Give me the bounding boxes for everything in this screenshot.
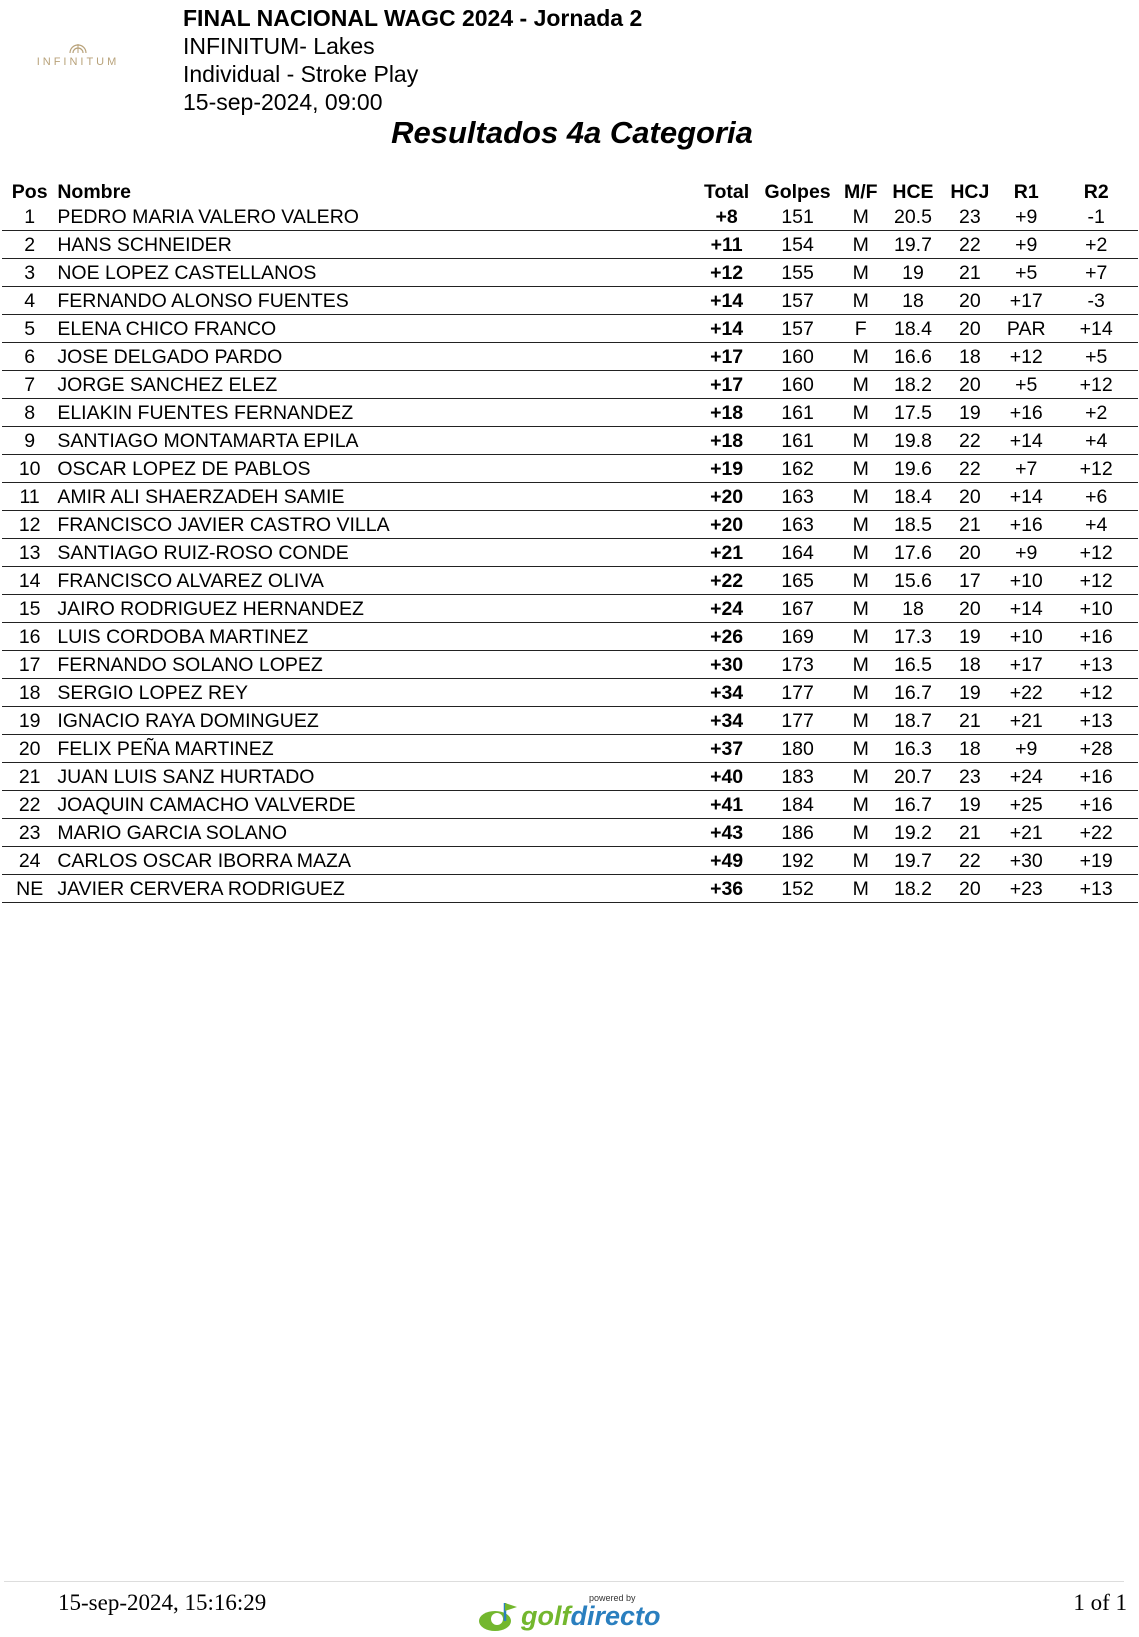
cell-hcj: 20 <box>942 483 998 511</box>
cell-total: +41 <box>695 791 758 819</box>
table-row <box>2 819 1138 847</box>
cell-hce: 19 <box>884 259 941 287</box>
cell-pos: 24 <box>2 847 57 875</box>
sun-arch-icon <box>69 42 87 54</box>
cell-total: +24 <box>695 595 758 623</box>
table-row <box>2 259 1138 287</box>
cell-r2: +12 <box>1054 567 1138 595</box>
cell-mf: M <box>837 455 884 483</box>
cell-pos: NE <box>2 875 57 903</box>
cell-total: +37 <box>695 735 758 763</box>
cell-hce: 18.7 <box>884 707 941 735</box>
cell-hcj: 23 <box>942 763 998 791</box>
cell-total: +49 <box>695 847 758 875</box>
table-row <box>2 791 1138 819</box>
brand-golf: golf <box>521 1601 571 1631</box>
cell-pos: 20 <box>2 735 57 763</box>
cell-golpes: 160 <box>758 343 837 371</box>
cell-mf: M <box>837 679 884 707</box>
cell-hce: 19.7 <box>884 231 941 259</box>
cell-pos: 4 <box>2 287 57 315</box>
table-row <box>2 651 1138 679</box>
cell-hcj: 18 <box>942 343 998 371</box>
event-course: INFINITUM- Lakes <box>183 33 375 59</box>
cell-golpes: 177 <box>758 707 837 735</box>
cell-hcj: 20 <box>942 371 998 399</box>
cell-hce: 18 <box>884 287 941 315</box>
cell-nombre: MARIO GARCIA SOLANO <box>57 819 695 847</box>
cell-mf: M <box>837 819 884 847</box>
table-row <box>2 567 1138 595</box>
cell-hce: 16.5 <box>884 651 941 679</box>
table-row <box>2 399 1138 427</box>
cell-pos: 11 <box>2 483 57 511</box>
cell-golpes: 163 <box>758 511 837 539</box>
cell-hcj: 18 <box>942 651 998 679</box>
cell-r1: +14 <box>998 483 1054 511</box>
cell-r1: +9 <box>998 231 1054 259</box>
cell-golpes: 186 <box>758 819 837 847</box>
cell-golpes: 183 <box>758 763 837 791</box>
cell-total: +43 <box>695 819 758 847</box>
cell-r1: +22 <box>998 679 1054 707</box>
cell-hce: 20.5 <box>884 204 941 231</box>
cell-total: +40 <box>695 763 758 791</box>
cell-pos: 14 <box>2 567 57 595</box>
cell-hcj: 19 <box>942 791 998 819</box>
cell-r2: +12 <box>1054 679 1138 707</box>
cell-mf: M <box>837 259 884 287</box>
cell-pos: 17 <box>2 651 57 679</box>
cell-pos: 7 <box>2 371 57 399</box>
printed-timestamp: 15-sep-2024, 15:16:29 <box>58 1590 267 1615</box>
cell-r2: -1 <box>1054 204 1138 231</box>
cell-hce: 18.2 <box>884 371 941 399</box>
cell-nombre: ELENA CHICO FRANCO <box>57 315 695 343</box>
cell-hcj: 20 <box>942 595 998 623</box>
cell-r2: +2 <box>1054 399 1138 427</box>
cell-hcj: 20 <box>942 875 998 903</box>
cell-r2: +6 <box>1054 483 1138 511</box>
table-row <box>2 707 1138 735</box>
cell-mf: M <box>837 539 884 567</box>
cell-hcj: 19 <box>942 399 998 427</box>
cell-hce: 18.5 <box>884 511 941 539</box>
cell-r1: +12 <box>998 343 1054 371</box>
event-datetime: 15-sep-2024, 09:00 <box>183 89 383 115</box>
cell-nombre: FELIX PEÑA MARTINEZ <box>57 735 695 763</box>
cell-r1: +9 <box>998 204 1054 231</box>
cell-mf: M <box>837 595 884 623</box>
cell-golpes: 163 <box>758 483 837 511</box>
cell-hcj: 21 <box>942 511 998 539</box>
cell-hcj: 21 <box>942 707 998 735</box>
cell-mf: M <box>837 204 884 231</box>
cell-golpes: 155 <box>758 259 837 287</box>
cell-r1: +17 <box>998 651 1054 679</box>
cell-hcj: 20 <box>942 287 998 315</box>
cell-pos: 3 <box>2 259 57 287</box>
cell-hce: 16.3 <box>884 735 941 763</box>
cell-hcj: 20 <box>942 539 998 567</box>
cell-hce: 20.7 <box>884 763 941 791</box>
cell-mf: M <box>837 231 884 259</box>
cell-nombre: AMIR ALI SHAERZADEH SAMIE <box>57 483 695 511</box>
cell-total: +18 <box>695 427 758 455</box>
cell-nombre: OSCAR LOPEZ DE PABLOS <box>57 455 695 483</box>
header-r2: R2 <box>1083 181 1109 203</box>
event-title: FINAL NACIONAL WAGC 2024 - Jornada 2 <box>183 5 643 31</box>
cell-r2: +2 <box>1054 231 1138 259</box>
table-row <box>2 735 1138 763</box>
cell-pos: 9 <box>2 427 57 455</box>
cell-r2: +12 <box>1054 539 1138 567</box>
cell-r1: +5 <box>998 259 1054 287</box>
table-row <box>2 679 1138 707</box>
cell-mf: M <box>837 707 884 735</box>
cell-hce: 18.4 <box>884 315 941 343</box>
cell-pos: 12 <box>2 511 57 539</box>
event-format: Individual - Stroke Play <box>183 61 419 87</box>
cell-nombre: PEDRO MARIA VALERO VALERO <box>57 204 695 231</box>
cell-golpes: 151 <box>758 204 837 231</box>
cell-mf: M <box>837 427 884 455</box>
cell-r2: +16 <box>1054 791 1138 819</box>
logo-wordmark: INFINITUM <box>36 56 120 68</box>
cell-r2: +16 <box>1054 763 1138 791</box>
table-row <box>2 455 1138 483</box>
cell-golpes: 167 <box>758 595 837 623</box>
cell-total: +8 <box>695 204 758 231</box>
cell-golpes: 169 <box>758 623 837 651</box>
cell-hce: 16.6 <box>884 343 941 371</box>
table-row <box>2 595 1138 623</box>
cell-mf: M <box>837 399 884 427</box>
cell-pos: 15 <box>2 595 57 623</box>
cell-nombre: HANS SCHNEIDER <box>57 231 695 259</box>
cell-r1: +14 <box>998 427 1054 455</box>
cell-golpes: 152 <box>758 875 837 903</box>
cell-r1: +21 <box>998 707 1054 735</box>
cell-nombre: NOE LOPEZ CASTELLANOS <box>57 259 695 287</box>
cell-hce: 17.6 <box>884 539 941 567</box>
cell-r2: +13 <box>1054 707 1138 735</box>
table-header-row <box>2 176 1138 204</box>
cell-r2: +14 <box>1054 315 1138 343</box>
cell-nombre: JOSE DELGADO PARDO <box>57 343 695 371</box>
cell-hcj: 22 <box>942 455 998 483</box>
cell-total: +20 <box>695 511 758 539</box>
cell-r2: +16 <box>1054 623 1138 651</box>
cell-hce: 15.6 <box>884 567 941 595</box>
cell-r1: +14 <box>998 595 1054 623</box>
cell-hce: 19.6 <box>884 455 941 483</box>
cell-r1: +10 <box>998 623 1054 651</box>
cell-nombre: CARLOS OSCAR IBORRA MAZA <box>57 847 695 875</box>
cell-nombre: JAIRO RODRIGUEZ HERNANDEZ <box>57 595 695 623</box>
table-row <box>2 763 1138 791</box>
cell-hcj: 23 <box>942 204 998 231</box>
brand-powered-by: powered by <box>589 1593 636 1603</box>
table-row <box>2 371 1138 399</box>
footer-divider <box>4 1581 1124 1582</box>
cell-pos: 2 <box>2 231 57 259</box>
cell-hcj: 21 <box>942 259 998 287</box>
cell-r2: +4 <box>1054 511 1138 539</box>
cell-hce: 18 <box>884 595 941 623</box>
cell-hcj: 20 <box>942 315 998 343</box>
cell-r2: +10 <box>1054 595 1138 623</box>
cell-golpes: 177 <box>758 679 837 707</box>
cell-pos: 6 <box>2 343 57 371</box>
cell-hce: 17.5 <box>884 399 941 427</box>
cell-nombre: FERNANDO ALONSO FUENTES <box>57 287 695 315</box>
cell-pos: 5 <box>2 315 57 343</box>
header-golpes: Golpes <box>764 181 831 203</box>
cell-r1: +17 <box>998 287 1054 315</box>
cell-r1: +23 <box>998 875 1054 903</box>
table-row <box>2 287 1138 315</box>
cell-total: +14 <box>695 315 758 343</box>
table-row <box>2 623 1138 651</box>
cell-total: +26 <box>695 623 758 651</box>
cell-r1: +30 <box>998 847 1054 875</box>
cell-golpes: 154 <box>758 231 837 259</box>
cell-total: +12 <box>695 259 758 287</box>
cell-hcj: 22 <box>942 231 998 259</box>
cell-golpes: 180 <box>758 735 837 763</box>
cell-golpes: 192 <box>758 847 837 875</box>
cell-pos: 21 <box>2 763 57 791</box>
cell-hce: 19.7 <box>884 847 941 875</box>
cell-golpes: 165 <box>758 567 837 595</box>
cell-nombre: LUIS CORDOBA MARTINEZ <box>57 623 695 651</box>
cell-mf: M <box>837 847 884 875</box>
table-row <box>2 847 1138 875</box>
cell-r2: +5 <box>1054 343 1138 371</box>
cell-nombre: FERNANDO SOLANO LOPEZ <box>57 651 695 679</box>
cell-hcj: 19 <box>942 679 998 707</box>
cell-r2: +4 <box>1054 427 1138 455</box>
header-hcj: HCJ <box>950 181 990 203</box>
cell-hce: 17.3 <box>884 623 941 651</box>
cell-nombre: JUAN LUIS SANZ HURTADO <box>57 763 695 791</box>
cell-mf: M <box>837 875 884 903</box>
cell-mf: M <box>837 623 884 651</box>
header-hce: HCE <box>892 181 934 203</box>
cell-mf: M <box>837 287 884 315</box>
table-row <box>2 343 1138 371</box>
table-row <box>2 315 1138 343</box>
cell-total: +22 <box>695 567 758 595</box>
cell-hcj: 18 <box>942 735 998 763</box>
cell-r2: +19 <box>1054 847 1138 875</box>
cell-nombre: SANTIAGO MONTAMARTA EPILA <box>57 427 695 455</box>
cell-r1: +24 <box>998 763 1054 791</box>
cell-mf: M <box>837 567 884 595</box>
golfdirecto-logo <box>477 1593 661 1633</box>
cell-nombre: SANTIAGO RUIZ-ROSO CONDE <box>57 539 695 567</box>
header-r1: R1 <box>1013 181 1039 203</box>
page-number: 1 of 1 <box>1073 1590 1127 1615</box>
cell-hcj: 19 <box>942 623 998 651</box>
cell-r1: +9 <box>998 735 1054 763</box>
header-total: Total <box>704 181 750 203</box>
cell-golpes: 161 <box>758 399 837 427</box>
table-row <box>2 875 1138 903</box>
cell-pos: 19 <box>2 707 57 735</box>
cell-pos: 10 <box>2 455 57 483</box>
cell-mf: M <box>837 651 884 679</box>
brand-wordmark <box>521 1601 661 1632</box>
cell-hce: 19.8 <box>884 427 941 455</box>
cell-mf: M <box>837 343 884 371</box>
cell-r1: +16 <box>998 511 1054 539</box>
report-title: Resultados 4a Categoria <box>391 115 753 150</box>
cell-hce: 18.2 <box>884 875 941 903</box>
table-row <box>2 204 1138 231</box>
cell-mf: M <box>837 511 884 539</box>
cell-nombre: IGNACIO RAYA DOMINGUEZ <box>57 707 695 735</box>
cell-pos: 22 <box>2 791 57 819</box>
cell-total: +36 <box>695 875 758 903</box>
cell-r1: +21 <box>998 819 1054 847</box>
cell-hcj: 22 <box>942 847 998 875</box>
cell-r2: +13 <box>1054 651 1138 679</box>
header-pos: Pos <box>11 181 48 203</box>
cell-nombre: JAVIER CERVERA RODRIGUEZ <box>57 875 695 903</box>
cell-nombre: FRANCISCO JAVIER CASTRO VILLA <box>57 511 695 539</box>
cell-hce: 16.7 <box>884 679 941 707</box>
cell-r1: +16 <box>998 399 1054 427</box>
infinitum-logo <box>28 42 128 82</box>
cell-total: +19 <box>695 455 758 483</box>
cell-pos: 23 <box>2 819 57 847</box>
cell-r2: -3 <box>1054 287 1138 315</box>
cell-mf: M <box>837 763 884 791</box>
cell-total: +20 <box>695 483 758 511</box>
cell-golpes: 164 <box>758 539 837 567</box>
cell-r1: PAR <box>998 315 1054 343</box>
cell-r2: +28 <box>1054 735 1138 763</box>
table-row <box>2 511 1138 539</box>
cell-nombre: JOAQUIN CAMACHO VALVERDE <box>57 791 695 819</box>
cell-hcj: 21 <box>942 819 998 847</box>
cell-r2: +12 <box>1054 455 1138 483</box>
cell-golpes: 161 <box>758 427 837 455</box>
cell-total: +34 <box>695 679 758 707</box>
cell-total: +11 <box>695 231 758 259</box>
cell-mf: M <box>837 483 884 511</box>
cell-golpes: 157 <box>758 287 837 315</box>
table-row <box>2 539 1138 567</box>
cell-hce: 18.4 <box>884 483 941 511</box>
results-table <box>2 176 1138 903</box>
cell-r2: +22 <box>1054 819 1138 847</box>
cell-nombre: JORGE SANCHEZ ELEZ <box>57 371 695 399</box>
cell-mf: M <box>837 735 884 763</box>
cell-total: +14 <box>695 287 758 315</box>
cell-hce: 16.7 <box>884 791 941 819</box>
cell-pos: 13 <box>2 539 57 567</box>
brand-directo: directo <box>570 1601 661 1631</box>
cell-total: +17 <box>695 371 758 399</box>
header-mf: M/F <box>843 181 878 203</box>
cell-total: +17 <box>695 343 758 371</box>
header-nombre: Nombre <box>57 181 132 203</box>
cell-r1: +9 <box>998 539 1054 567</box>
cell-golpes: 184 <box>758 791 837 819</box>
cell-r2: +12 <box>1054 371 1138 399</box>
cell-r1: +25 <box>998 791 1054 819</box>
cell-hcj: 17 <box>942 567 998 595</box>
cell-pos: 16 <box>2 623 57 651</box>
cell-mf: M <box>837 791 884 819</box>
table-row <box>2 231 1138 259</box>
cell-r1: +7 <box>998 455 1054 483</box>
cell-pos: 8 <box>2 399 57 427</box>
cell-nombre: SERGIO LOPEZ REY <box>57 679 695 707</box>
cell-mf: M <box>837 371 884 399</box>
cell-golpes: 157 <box>758 315 837 343</box>
cell-golpes: 160 <box>758 371 837 399</box>
cell-total: +34 <box>695 707 758 735</box>
cell-total: +30 <box>695 651 758 679</box>
cell-total: +18 <box>695 399 758 427</box>
cell-nombre: FRANCISCO ALVAREZ OLIVA <box>57 567 695 595</box>
cell-mf: F <box>837 315 884 343</box>
golf-flag-icon <box>477 1599 521 1633</box>
cell-nombre: ELIAKIN FUENTES FERNANDEZ <box>57 399 695 427</box>
cell-golpes: 173 <box>758 651 837 679</box>
cell-pos: 18 <box>2 679 57 707</box>
cell-pos: 1 <box>2 204 57 231</box>
cell-r2: +7 <box>1054 259 1138 287</box>
cell-total: +21 <box>695 539 758 567</box>
cell-r1: +5 <box>998 371 1054 399</box>
cell-r1: +10 <box>998 567 1054 595</box>
cell-golpes: 162 <box>758 455 837 483</box>
event-header <box>183 4 642 116</box>
table-row <box>2 427 1138 455</box>
table-row <box>2 483 1138 511</box>
cell-r2: +13 <box>1054 875 1138 903</box>
cell-hce: 19.2 <box>884 819 941 847</box>
cell-hcj: 22 <box>942 427 998 455</box>
